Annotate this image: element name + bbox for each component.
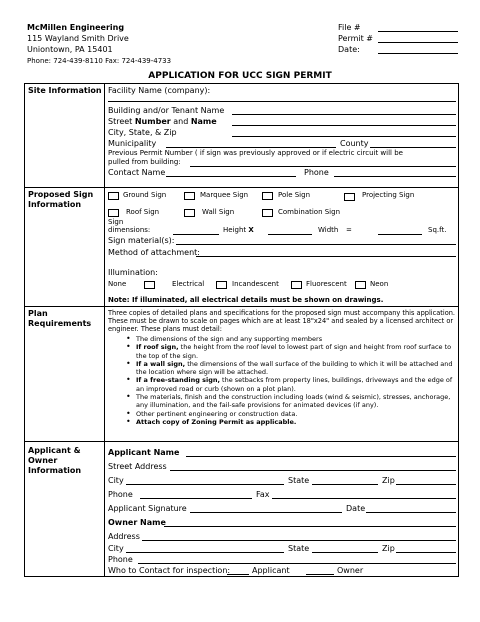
materials-label: Sign material(s): <box>108 236 175 245</box>
illum-fluorescent-checkbox[interactable] <box>355 281 366 289</box>
marquee-sign-checkbox[interactable] <box>184 192 195 200</box>
equals-sign: = <box>346 226 352 234</box>
plan-bullet-6: • Other pertinent engineering or construction data. <box>122 410 458 418</box>
illum-none-checkbox[interactable] <box>144 281 155 289</box>
date-label: Date: <box>338 45 360 54</box>
ground-sign-label: Ground Sign <box>123 191 167 199</box>
plan-bullet-1: • The dimensions of the sign and any supporting members <box>122 335 458 343</box>
applicant-state-field[interactable] <box>312 484 378 485</box>
applicant-phone-field[interactable] <box>140 498 252 499</box>
permit-number-label: Permit # <box>338 34 374 43</box>
illum-neon-label: Neon <box>370 280 389 288</box>
site-phone-field[interactable] <box>334 176 456 177</box>
combination-sign-label: Combination Sign <box>278 208 341 216</box>
plan-bullet-5: • The materials, finish and the construction including loads (wind & seismic), stresses, anchorage, any illumination, and the fail-safe provisions for animated devices (if any). <box>122 393 458 410</box>
company-street: 115 Wayland Smith Drive <box>27 34 129 43</box>
row-divider-1 <box>24 187 459 188</box>
width-label: Width <box>318 226 339 234</box>
plan-intro: Three copies of detailed plans and specifications for the proposed sign must accompany this application. These must be drawn to scale on pages which are at least 18"x24" and sealed by a licensed architect or engineer. These plans must detail: <box>108 309 456 334</box>
contact-name-field[interactable] <box>166 176 296 177</box>
column-divider <box>104 83 105 577</box>
attachment-label: Method of attachment: <box>108 248 200 257</box>
wall-sign-label: Wall Sign <box>202 208 235 216</box>
date-field[interactable] <box>378 53 458 54</box>
street-field[interactable] <box>232 125 456 126</box>
owner-phone-field[interactable] <box>138 563 456 564</box>
plan-requirements-list <box>122 335 458 426</box>
row-divider-3 <box>24 441 459 442</box>
owner-zip-field[interactable] <box>396 552 456 553</box>
prev-permit-label-1: Previous Permit Number ( if sign was previously approved or if electric circuit will be <box>108 149 403 157</box>
applicant-street-label: Street Address <box>108 462 167 471</box>
facility-label: Facility Name (company): <box>108 86 211 95</box>
sqft-label: Sq.ft. <box>428 226 447 234</box>
applicant-fax-field[interactable] <box>272 498 456 499</box>
dimensions-field[interactable] <box>173 234 219 235</box>
applicant-owner-heading: Applicant & Owner Information <box>28 446 82 475</box>
pole-sign-checkbox[interactable] <box>262 192 273 200</box>
file-number-field[interactable] <box>378 31 458 32</box>
form-title: APPLICATION FOR UCC SIGN PERMIT <box>148 71 332 81</box>
file-number-label: File # <box>338 23 361 32</box>
company-city: Uniontown, PA 15401 <box>27 45 113 54</box>
owner-city-label: City <box>108 544 124 553</box>
building-label: Building and/or Tenant Name <box>108 106 225 115</box>
materials-field[interactable] <box>176 244 456 245</box>
illumination-note: Note: If illuminated, all electrical details must be shown on drawings. <box>108 296 384 304</box>
applicant-signature-field[interactable] <box>190 512 342 513</box>
attachment-field[interactable] <box>196 256 456 257</box>
applicant-zip-label: Zip <box>382 476 395 485</box>
facility-field[interactable] <box>108 101 456 102</box>
owner-zip-label: Zip <box>382 544 395 553</box>
applicant-state-label: State <box>288 476 310 485</box>
company-name: McMillen Engineering <box>27 23 125 32</box>
site-info-heading: Site Information <box>28 86 102 95</box>
plan-bullet-2: • If roof sign, the height from the roof level to lowest part of sign and height from roof surface to the top of the sign. <box>122 343 458 360</box>
illum-none-label: None <box>108 280 127 288</box>
applicant-fax-label: Fax <box>256 490 270 499</box>
row-divider-2 <box>24 306 459 307</box>
projecting-sign-checkbox[interactable] <box>344 193 355 201</box>
applicant-date-label: Date <box>346 504 366 513</box>
illum-incandescent-label: Incandescent <box>232 280 279 288</box>
inspection-contact-label: Who to Contact for inspection: <box>108 566 231 575</box>
illum-fluorescent-label: Fluorescent <box>306 280 347 288</box>
illum-incandescent-checkbox[interactable] <box>291 281 302 289</box>
prev-permit-label-2: pulled from building: <box>108 158 181 166</box>
contact-owner-label: Owner <box>337 566 364 575</box>
site-phone-label: Phone <box>304 168 329 177</box>
dimensions-label: dimensions: <box>108 226 151 234</box>
applicant-name-label: Applicant Name <box>108 448 180 457</box>
height-field[interactable] <box>268 234 312 235</box>
pole-sign-label: Pole Sign <box>278 191 310 199</box>
owner-city-field[interactable] <box>126 552 284 553</box>
plan-bullet-7: • Attach copy of Zoning Permit as applicable. <box>122 418 458 426</box>
wall-sign-checkbox[interactable] <box>184 209 195 217</box>
contact-applicant-label: Applicant <box>252 566 290 575</box>
combination-sign-checkbox[interactable] <box>262 209 273 217</box>
applicant-date-field[interactable] <box>366 512 456 513</box>
illum-electrical-label: Electrical <box>172 280 205 288</box>
applicant-zip-field[interactable] <box>396 484 456 485</box>
contact-name-label: Contact Name <box>108 168 166 177</box>
contact-owner-field[interactable] <box>306 574 334 575</box>
owner-name-label: Owner Name <box>108 518 166 527</box>
roof-sign-label: Roof Sign <box>126 208 160 216</box>
city-state-zip-label: City, State, & Zip <box>108 128 177 137</box>
owner-address-label: Address <box>108 532 140 541</box>
county-label: County <box>340 139 369 148</box>
projecting-sign-label: Projecting Sign <box>362 191 415 199</box>
municipality-field[interactable] <box>166 147 336 148</box>
plan-bullet-3: • If a wall sign, the dimensions of the wall surface of the building to which it will be attached and the location where sign will be attached. <box>122 360 458 377</box>
proposed-sign-heading: Proposed Sign Information <box>28 190 94 209</box>
plan-requirements-heading: Plan Requirements <box>28 309 92 328</box>
applicant-street-field[interactable] <box>170 470 456 471</box>
owner-address-field[interactable] <box>142 540 456 541</box>
applicant-phone-label: Phone <box>108 490 133 499</box>
owner-state-field[interactable] <box>312 552 378 553</box>
street-label: Street Number and Name <box>108 117 217 126</box>
prev-permit-field[interactable] <box>190 166 456 167</box>
county-field[interactable] <box>370 147 456 148</box>
contact-applicant-field[interactable] <box>227 574 249 575</box>
city-state-zip-field[interactable] <box>232 136 456 137</box>
building-field[interactable] <box>232 114 456 115</box>
applicant-city-field[interactable] <box>126 484 284 485</box>
applicant-signature-label: Applicant Signature <box>108 504 187 513</box>
sign-word: Sign <box>108 218 124 226</box>
illum-electrical-checkbox[interactable] <box>216 281 227 289</box>
marquee-sign-label: Marquee Sign <box>200 191 249 199</box>
owner-name-field[interactable] <box>164 526 456 527</box>
sqft-field[interactable] <box>378 234 422 235</box>
illumination-label: Illumination: <box>108 268 158 277</box>
ground-sign-checkbox[interactable] <box>108 192 119 200</box>
municipality-label: Municipality <box>108 139 157 148</box>
height-label: Height X <box>223 226 254 234</box>
plan-bullet-4: • If a free-standing sign, the setbacks from property lines, buildings, driveways and the edge of an improved road or curb (shown on a plot plan). <box>122 376 458 393</box>
applicant-city-label: City <box>108 476 124 485</box>
owner-phone-label: Phone <box>108 555 133 564</box>
company-phone-fax: Phone: 724-439-8110 Fax: 724-439-4733 <box>27 57 172 65</box>
permit-number-field[interactable] <box>378 42 458 43</box>
roof-sign-checkbox[interactable] <box>108 209 119 217</box>
owner-state-label: State <box>288 544 310 553</box>
applicant-name-field[interactable] <box>186 456 456 457</box>
